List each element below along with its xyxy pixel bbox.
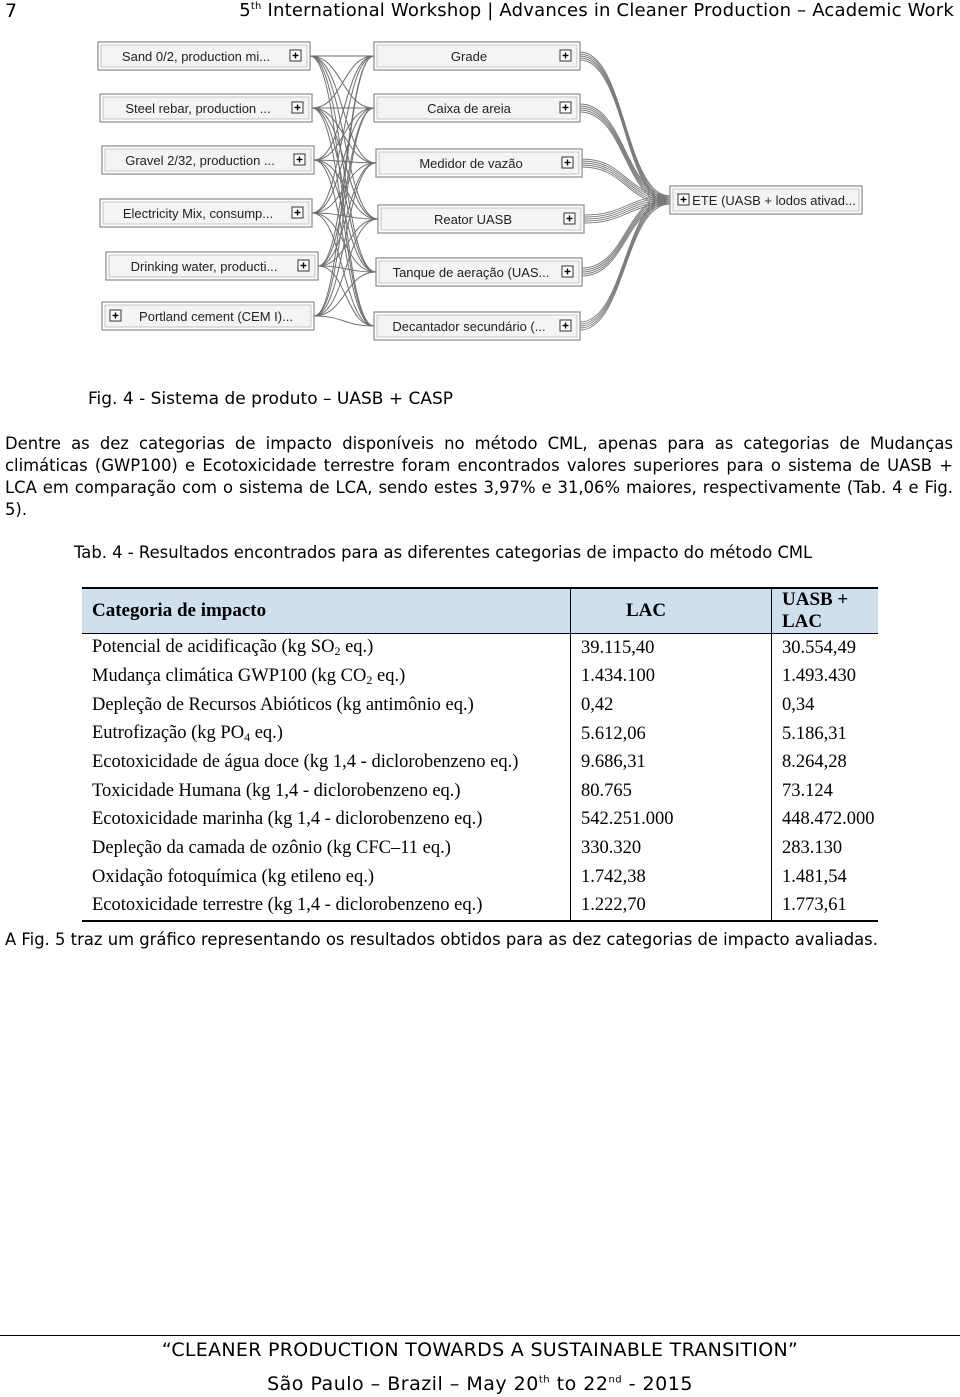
cell-lac: 542.251.000 — [571, 806, 772, 835]
header-uasb-lac: UASB + LAC — [772, 588, 879, 634]
cell-uasb-lac: 1.773,61 — [772, 891, 879, 921]
input-node-label: Sand 0/2, production mi... — [121, 49, 271, 64]
cell-lac: 0,42 — [571, 691, 772, 720]
table-caption: Tab. 4 - Resultados encontrados para as diferentes categorias de impacto do método CML — [74, 543, 813, 562]
cell-lac: 80.765 — [571, 777, 772, 806]
category-text: Mudança climática GWP100 (kg CO — [92, 665, 367, 686]
table-header-row — [82, 588, 878, 634]
expand-icon[interactable] — [564, 213, 575, 224]
cell-uasb-lac: 73.124 — [782, 780, 833, 801]
input-node[interactable] — [106, 252, 318, 280]
footer-place-suffix: - 2015 — [622, 1373, 693, 1395]
expand-icon[interactable] — [290, 50, 301, 61]
page-number: 7 — [5, 0, 18, 22]
cell-category — [82, 863, 571, 892]
expand-icon[interactable] — [562, 266, 573, 277]
cell-category — [82, 720, 571, 749]
unit-node[interactable] — [374, 42, 580, 70]
expand-icon[interactable] — [298, 260, 309, 271]
table-row — [82, 691, 878, 720]
expand-icon[interactable] — [110, 310, 121, 321]
footer-motto: “CLEANER PRODUCTION TOWARDS A SUSTAINABLE TRANSITION” — [161, 1339, 799, 1361]
cell-lac: 9.686,31 — [571, 748, 772, 777]
table-row — [82, 891, 878, 921]
input-node[interactable] — [98, 42, 310, 70]
category-text: Ecotoxicidade marinha (kg 1,4 - diclorobenzeno eq.) — [92, 809, 483, 830]
unit-node-label: Medidor de vazão — [419, 156, 523, 171]
cell-lac: 1.222,70 — [571, 891, 772, 921]
cell-uasb-lac: 448.472.000 — [782, 809, 875, 830]
table-row — [82, 863, 878, 892]
unit-node-label: Decantador secundário (... — [392, 319, 546, 334]
category-text: Depleção da camada de ozônio (kg CFC–11 eq.) — [92, 837, 451, 858]
category-text: Ecotoxicidade terrestre (kg 1,4 - diclorobenzeno eq.) — [92, 895, 483, 916]
cell-category — [82, 777, 571, 806]
input-node[interactable] — [102, 146, 314, 174]
expand-icon[interactable] — [560, 50, 571, 61]
cell-category — [82, 634, 571, 663]
category-text: Depleção de Recursos Abióticos (kg antimônio eq.) — [92, 694, 474, 715]
expand-icon[interactable] — [292, 207, 303, 218]
figure-caption: Fig. 4 - Sistema de produto – UASB + CASP — [88, 389, 454, 409]
cell-category — [82, 806, 571, 835]
cell-category — [82, 691, 571, 720]
header-category: Categoria de impacto — [82, 588, 571, 634]
category-subscript: 4 — [244, 730, 251, 745]
expand-icon[interactable] — [560, 320, 571, 331]
cell-category — [82, 834, 571, 863]
cell-lac: 39.115,40 — [571, 634, 772, 663]
cell-category — [82, 748, 571, 777]
output-node[interactable] — [670, 186, 862, 214]
input-node-label: Gravel 2/32, production ... — [125, 153, 275, 168]
cell-uasb-lac: 8.264,28 — [782, 752, 847, 773]
unit-node[interactable] — [374, 94, 580, 122]
cell-uasb-lac: 5.186,31 — [782, 723, 847, 744]
footer-place — [0, 1373, 960, 1395]
cell-lac: 1.742,38 — [571, 863, 772, 892]
category-subscript: 2 — [334, 644, 341, 659]
unit-output-link — [580, 108, 670, 200]
expand-icon[interactable] — [678, 194, 689, 205]
header-ordinal: 5 — [239, 0, 251, 21]
expand-icon[interactable] — [292, 102, 303, 113]
input-node[interactable] — [100, 94, 312, 122]
unit-output-link — [580, 52, 670, 196]
unit-node[interactable] — [374, 312, 580, 340]
expand-icon[interactable] — [560, 102, 571, 113]
output-node-label: ETE (UASB + lodos ativad... — [692, 193, 856, 208]
category-text: Ecotoxicidade de água doce (kg 1,4 - diclorobenzeno eq.) — [92, 752, 519, 773]
input-unit-link — [314, 56, 374, 316]
cell-uasb-lac: 1.481,54 — [782, 866, 847, 887]
unit-node[interactable] — [376, 258, 582, 286]
cell-uasb-lac: 30.554,49 — [782, 637, 856, 658]
expand-icon[interactable] — [562, 157, 573, 168]
product-system-svg — [92, 36, 872, 372]
expand-icon[interactable] — [294, 154, 305, 165]
input-node-label: Portland cement (CEM I)... — [139, 309, 293, 324]
results-table-wrap — [82, 587, 878, 922]
cell-category — [82, 663, 571, 692]
header-ordinal-suffix: th — [250, 1, 262, 12]
product-system-diagram — [92, 36, 872, 372]
footer-middle: to 22 — [550, 1373, 609, 1395]
input-node-label: Steel rebar, production ... — [125, 101, 271, 116]
input-node[interactable] — [102, 302, 314, 330]
results-table — [82, 587, 878, 922]
unit-node[interactable] — [376, 149, 582, 177]
cell-lac: 330.320 — [571, 834, 772, 863]
cell-lac: 1.434.100 — [571, 663, 772, 692]
table-row — [82, 777, 878, 806]
category-subscript: 2 — [366, 672, 373, 687]
table-row — [82, 634, 878, 663]
table-row — [82, 834, 878, 863]
input-unit-link — [318, 108, 374, 266]
category-text: Oxidação fotoquímica (kg etileno eq.) — [92, 866, 375, 887]
unit-node[interactable] — [378, 205, 584, 233]
unit-node-label: Caixa de areia — [427, 101, 511, 116]
input-unit-link — [314, 272, 376, 316]
category-suffix: eq.) — [372, 665, 406, 686]
body-paragraph-1: Dentre as dez categorias de impacto disponíveis no método CML, apenas para as categorias de Mudanças climáticas (GWP100) e Ecotoxicidade terrestre foram encontrados valores superiores para o sistema de UASB + LCA em comparação com o sistema de LCA, sendo estes 3,97% e 31,06% maiores, respectivamente (Tab. 4 e Fig. 5). — [5, 434, 953, 519]
footer-ord1: th — [538, 1374, 551, 1386]
table-row — [82, 806, 878, 835]
input-node-label: Drinking water, producti... — [130, 259, 278, 274]
footer-ord2: nd — [608, 1374, 623, 1386]
table-row — [82, 720, 878, 749]
unit-node-label: Tanque de aeração (UAS... — [392, 265, 550, 280]
category-suffix: eq.) — [250, 723, 283, 744]
header-lac: LAC — [571, 588, 772, 634]
cell-uasb-lac: 283.130 — [782, 837, 843, 858]
input-node[interactable] — [100, 199, 312, 227]
unit-node-label: Grade — [450, 49, 488, 64]
cell-uasb-lac: 1.493.430 — [782, 666, 856, 687]
table-row — [82, 663, 878, 692]
unit-node-label: Reator UASB — [433, 212, 513, 227]
footer-place-prefix: São Paulo – Brazil – May 20 — [267, 1373, 539, 1395]
category-text: Toxicidade Humana (kg 1,4 - diclorobenzeno eq.) — [92, 780, 461, 801]
cell-lac: 5.612,06 — [571, 720, 772, 749]
input-node-label: Electricity Mix, consump... — [122, 206, 274, 221]
header-title: International Workshop | Advances in Cleaner Production – Academic Work — [261, 0, 954, 21]
category-suffix: eq.) — [340, 637, 374, 658]
cell-category — [82, 891, 571, 921]
running-header — [239, 0, 954, 21]
table-row — [82, 748, 878, 777]
category-text: Potencial de acidificação (kg SO — [92, 637, 335, 658]
footer-rule — [0, 1335, 960, 1336]
category-text: Eutrofização (kg PO — [92, 723, 245, 744]
cell-uasb-lac: 0,34 — [782, 694, 815, 715]
body-paragraph-2: A Fig. 5 traz um gráfico representando os resultados obtidos para as dez categorias de impacto avaliadas. — [5, 930, 878, 949]
